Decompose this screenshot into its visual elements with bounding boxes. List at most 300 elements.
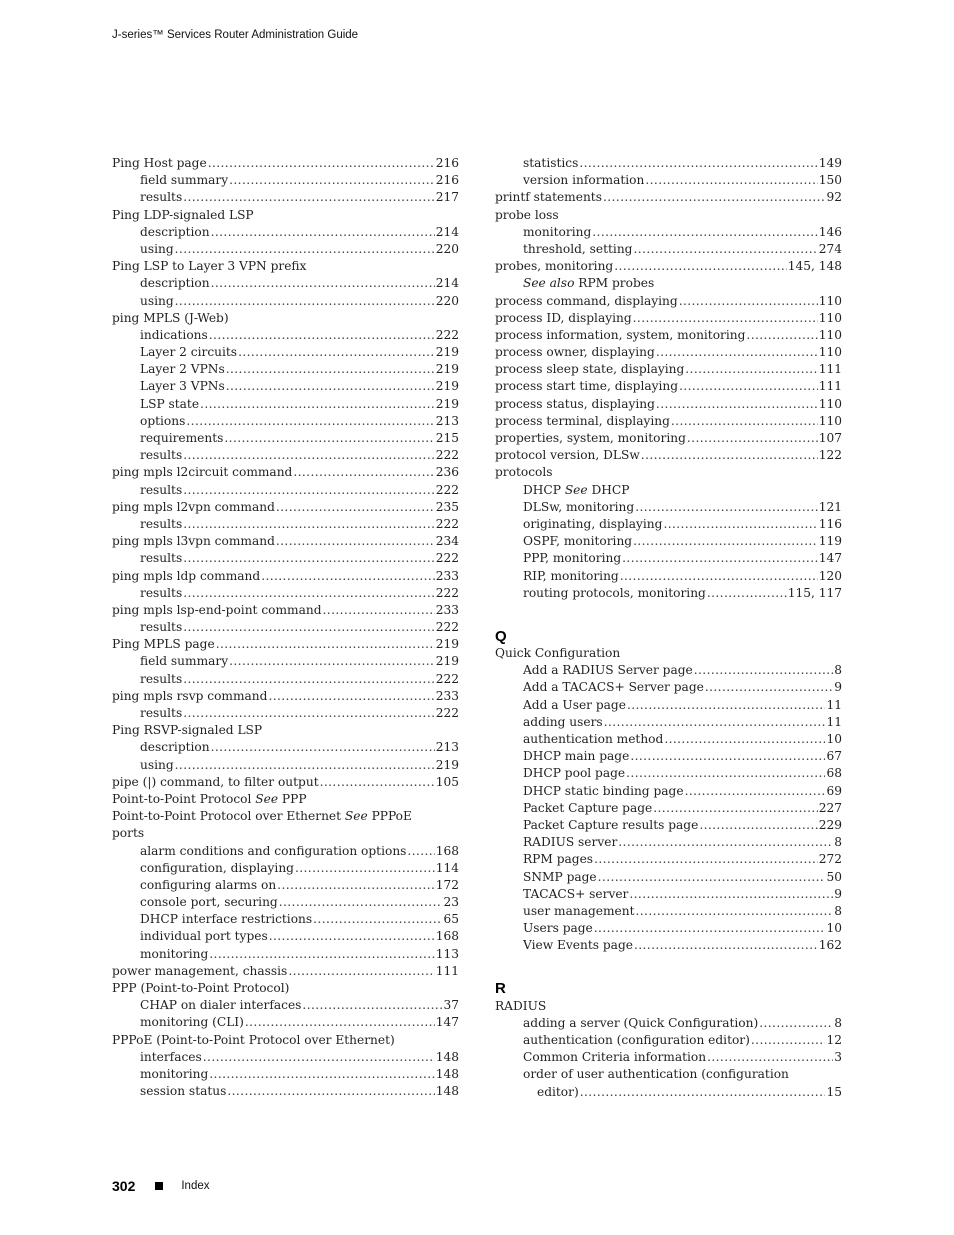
page-reference: 220 bbox=[435, 241, 459, 256]
index-entry bbox=[112, 688, 459, 705]
page-reference: 37 bbox=[443, 998, 459, 1013]
page-reference: 149 bbox=[818, 156, 842, 170]
page-reference: 113 bbox=[435, 946, 459, 961]
page-reference: 110 bbox=[818, 413, 842, 428]
entry-text: Ping LDP-signaled LSP bbox=[112, 207, 254, 222]
page-reference: 111 bbox=[818, 379, 842, 394]
page-reference: 219 bbox=[435, 379, 459, 394]
page-reference: 8 bbox=[834, 903, 842, 918]
dot-leader bbox=[211, 275, 435, 292]
entry-term bbox=[140, 671, 182, 688]
entry-text: DHCP main page bbox=[523, 749, 630, 764]
page-reference: 219 bbox=[435, 396, 459, 411]
dot-leader bbox=[594, 920, 826, 937]
index-entry bbox=[112, 911, 459, 928]
entry-text: monitoring bbox=[140, 1066, 209, 1081]
entry-text: results bbox=[140, 671, 183, 686]
entry-term bbox=[523, 903, 635, 920]
entry-text: Layer 3 VPNs bbox=[140, 379, 225, 394]
dot-leader bbox=[633, 533, 818, 550]
entry-text: Add a User page bbox=[523, 697, 626, 712]
entry-text: RIP, monitoring bbox=[523, 568, 619, 583]
entry-term bbox=[112, 774, 319, 791]
dot-leader bbox=[226, 361, 435, 378]
entry-term bbox=[140, 172, 228, 189]
dot-leader bbox=[211, 739, 435, 756]
index-entry bbox=[112, 499, 459, 516]
entry-term bbox=[140, 1083, 226, 1100]
entry-text: options bbox=[140, 413, 186, 428]
entry-term bbox=[523, 241, 633, 258]
index-entry bbox=[112, 774, 459, 791]
index-entry bbox=[112, 963, 459, 980]
index-entry bbox=[112, 1032, 459, 1049]
dot-leader bbox=[183, 705, 435, 722]
entry-text: process information, system, monitoring bbox=[495, 327, 746, 342]
entry-term bbox=[523, 937, 633, 954]
entry-text: RADIUS bbox=[495, 998, 547, 1013]
index-entry bbox=[495, 1066, 842, 1083]
index-entry bbox=[112, 946, 459, 963]
dot-leader bbox=[759, 1015, 833, 1032]
entry-text: DHCP static binding page bbox=[523, 783, 684, 798]
entry-text: ping mpls rsvp command bbox=[112, 688, 268, 703]
index-entry bbox=[495, 516, 842, 533]
page-reference: 220 bbox=[435, 293, 459, 308]
entry-text: adding users bbox=[523, 714, 603, 729]
page-reference: 105 bbox=[435, 774, 459, 789]
entry-term bbox=[523, 568, 619, 585]
entry-term bbox=[523, 748, 629, 765]
page-reference: 222 bbox=[435, 448, 459, 463]
page-reference: 10 bbox=[826, 732, 842, 746]
entry-text: field summary bbox=[140, 654, 229, 669]
index-entry bbox=[495, 344, 842, 361]
entry-text: using bbox=[140, 241, 174, 256]
entry-text: monitoring bbox=[523, 224, 592, 239]
dot-leader bbox=[594, 851, 818, 868]
dot-leader bbox=[707, 585, 787, 602]
dot-leader bbox=[603, 189, 826, 206]
entry-text: results bbox=[140, 706, 183, 720]
index-entry bbox=[112, 843, 459, 860]
index-entry bbox=[495, 499, 842, 516]
index-entry bbox=[112, 791, 459, 808]
index-entry bbox=[495, 258, 842, 275]
see-reference: See bbox=[344, 809, 368, 824]
index-entry bbox=[495, 645, 842, 662]
entry-text: session status bbox=[140, 1084, 227, 1099]
page-reference: 216 bbox=[435, 173, 459, 188]
index-entry bbox=[495, 447, 842, 464]
entry-term bbox=[140, 739, 210, 756]
entry-text: DLSw, monitoring bbox=[523, 499, 635, 514]
index-entry bbox=[495, 396, 842, 413]
dot-leader bbox=[238, 344, 435, 361]
entry-term bbox=[523, 172, 644, 189]
page-reference: 234 bbox=[435, 534, 459, 549]
entry-term bbox=[495, 189, 602, 206]
entry-text: DHCP interface restrictions bbox=[140, 912, 313, 927]
index-entry bbox=[112, 344, 459, 361]
page-reference: 110 bbox=[818, 345, 842, 360]
entry-text: Layer 2 VPNs bbox=[140, 362, 225, 377]
dot-leader bbox=[288, 963, 434, 980]
entry-term bbox=[140, 378, 225, 395]
entry-term bbox=[495, 207, 559, 224]
see-reference: See bbox=[255, 791, 279, 806]
index-entry bbox=[112, 894, 459, 911]
entry-text: field summary bbox=[140, 173, 229, 188]
running-header: J-series™ Services Router Administration Guide bbox=[112, 29, 359, 41]
index-entry bbox=[495, 207, 842, 224]
index-entry bbox=[495, 998, 842, 1015]
entry-term bbox=[140, 757, 174, 774]
entry-text: threshold, setting bbox=[523, 241, 633, 256]
entry-term bbox=[140, 946, 208, 963]
dot-leader bbox=[604, 714, 826, 731]
dot-leader bbox=[614, 258, 786, 275]
entry-term bbox=[495, 396, 655, 413]
entry-text: ports bbox=[112, 826, 145, 841]
page-reference: 219 bbox=[435, 654, 459, 669]
entry-text: requirements bbox=[140, 431, 224, 445]
page-reference: 236 bbox=[435, 465, 459, 480]
dot-leader bbox=[209, 946, 434, 963]
entry-term bbox=[112, 636, 215, 653]
page-reference: 3 bbox=[834, 1050, 842, 1065]
entry-text: adding a server (Quick Configuration) bbox=[523, 1015, 759, 1030]
page-reference: 222 bbox=[435, 706, 459, 720]
entry-text: process owner, displaying bbox=[495, 345, 655, 360]
entry-term bbox=[495, 361, 684, 378]
entry-term bbox=[140, 447, 182, 464]
entry-text: editor) bbox=[537, 1084, 579, 1099]
page-reference: 222 bbox=[435, 620, 459, 635]
entry-text: results bbox=[140, 551, 183, 566]
page-reference: 162 bbox=[818, 938, 842, 953]
entry-text: Point-to-Point Protocol bbox=[112, 791, 256, 806]
index-entry bbox=[112, 533, 459, 550]
index-entry bbox=[112, 396, 459, 413]
index-entry bbox=[495, 413, 842, 430]
entry-text: statistics bbox=[523, 156, 579, 170]
index-entry bbox=[112, 825, 459, 842]
entry-term bbox=[112, 722, 262, 739]
index-entry bbox=[495, 361, 842, 378]
entry-text: Quick Configuration bbox=[495, 646, 621, 661]
entry-text: monitoring bbox=[140, 946, 209, 961]
entry-term bbox=[112, 808, 412, 825]
page-reference: 12 bbox=[826, 1033, 842, 1047]
page-reference: 222 bbox=[435, 516, 459, 531]
index-entry bbox=[112, 980, 459, 997]
entry-term bbox=[523, 1032, 750, 1049]
entry-text: process start time, displaying bbox=[495, 379, 679, 394]
page-reference: 222 bbox=[435, 671, 459, 686]
index-entry bbox=[495, 550, 842, 567]
entry-term bbox=[140, 344, 237, 361]
entry-text: Common Criteria information bbox=[523, 1050, 707, 1065]
index-entry bbox=[112, 516, 459, 533]
dot-leader bbox=[634, 241, 818, 258]
dot-leader bbox=[229, 172, 435, 189]
square-bullet-icon bbox=[155, 1182, 163, 1190]
index-column-left bbox=[112, 155, 459, 1100]
index-entry bbox=[112, 757, 459, 774]
entry-term bbox=[140, 585, 182, 602]
entry-text: configuring alarms on bbox=[140, 877, 277, 892]
index-entry bbox=[112, 705, 459, 722]
page-reference: 219 bbox=[435, 345, 459, 360]
dot-leader bbox=[641, 447, 818, 464]
entry-term bbox=[140, 911, 312, 928]
dot-leader bbox=[580, 1084, 826, 1101]
entry-term bbox=[495, 344, 655, 361]
entry-term bbox=[523, 714, 603, 731]
index-entry bbox=[112, 430, 459, 447]
dot-leader bbox=[579, 155, 817, 172]
page-reference: 67 bbox=[826, 749, 842, 764]
page-reference: 147 bbox=[818, 551, 842, 566]
entry-term bbox=[495, 378, 678, 395]
entry-text: DHCP pool page bbox=[523, 766, 626, 781]
index-entry bbox=[112, 327, 459, 344]
see-target: DHCP bbox=[587, 482, 630, 497]
dot-leader bbox=[200, 396, 435, 413]
index-entry bbox=[112, 310, 459, 327]
page-reference: 168 bbox=[435, 929, 459, 944]
entry-text: PPP, monitoring bbox=[523, 551, 622, 566]
see-target: PPP bbox=[278, 791, 307, 806]
entry-text: Add a RADIUS Server page bbox=[523, 663, 693, 678]
entry-term bbox=[140, 293, 174, 310]
entry-term bbox=[523, 731, 663, 748]
entry-term bbox=[140, 430, 223, 447]
index-entry bbox=[495, 1049, 842, 1066]
page-reference: 11 bbox=[826, 697, 842, 712]
page-reference: 222 bbox=[435, 585, 459, 600]
entry-text: indications bbox=[140, 327, 208, 342]
dot-leader bbox=[592, 224, 817, 241]
index-entry bbox=[495, 800, 842, 817]
page-reference: 145, 148 bbox=[787, 259, 842, 274]
index-entry bbox=[495, 310, 842, 327]
index-entry bbox=[112, 275, 459, 292]
index-entry bbox=[495, 783, 842, 800]
entry-term bbox=[523, 1066, 789, 1083]
entry-text: order of user authentication (configuration bbox=[523, 1067, 789, 1082]
dot-leader bbox=[656, 344, 818, 361]
entry-text: probe loss bbox=[495, 207, 559, 222]
index-entry bbox=[112, 1049, 459, 1066]
dot-leader bbox=[226, 378, 435, 395]
entry-term bbox=[112, 825, 144, 842]
dot-leader bbox=[598, 869, 826, 886]
entry-text: interfaces bbox=[140, 1049, 202, 1064]
entry-term bbox=[523, 800, 652, 817]
page-reference: 15 bbox=[826, 1084, 842, 1099]
page-reference: 214 bbox=[435, 276, 459, 291]
entry-term bbox=[140, 396, 199, 413]
page-reference: 9 bbox=[834, 680, 842, 695]
page-reference: 147 bbox=[435, 1015, 459, 1030]
see-target: RPM probes bbox=[574, 276, 655, 291]
index-entry bbox=[112, 636, 459, 653]
entry-text: ping mpls lsp-end-point command bbox=[112, 602, 322, 617]
index-entry bbox=[112, 189, 459, 206]
entry-term bbox=[523, 516, 662, 533]
dot-leader bbox=[627, 697, 826, 714]
entry-text: description bbox=[140, 224, 210, 239]
entry-text: description bbox=[140, 276, 210, 291]
index-entry bbox=[112, 361, 459, 378]
entry-text: configuration, displaying bbox=[140, 860, 294, 875]
index-entry bbox=[495, 378, 842, 395]
dot-leader bbox=[183, 482, 435, 499]
entry-text: individual port types bbox=[140, 929, 268, 944]
page-reference: 111 bbox=[435, 963, 459, 978]
dot-leader bbox=[313, 911, 442, 928]
dot-leader bbox=[295, 860, 435, 877]
index-entry bbox=[495, 568, 842, 585]
dot-leader bbox=[671, 413, 818, 430]
entry-term bbox=[140, 482, 182, 499]
entry-term bbox=[140, 1014, 244, 1031]
entry-term bbox=[523, 869, 597, 886]
dot-leader bbox=[694, 662, 833, 679]
dot-leader bbox=[183, 447, 435, 464]
index-entry bbox=[112, 155, 459, 172]
dot-leader bbox=[645, 172, 817, 189]
dot-leader bbox=[175, 293, 435, 310]
page-reference: 8 bbox=[834, 663, 842, 678]
dot-leader bbox=[320, 774, 435, 791]
dot-leader bbox=[229, 653, 435, 670]
page-reference: 146 bbox=[818, 224, 842, 239]
entry-text: Ping MPLS page bbox=[112, 637, 215, 652]
dot-leader bbox=[685, 783, 826, 800]
entry-term bbox=[523, 765, 625, 782]
page-reference: 8 bbox=[834, 1015, 842, 1030]
index-entry bbox=[495, 714, 842, 731]
index-entry bbox=[495, 869, 842, 886]
page-reference: 272 bbox=[818, 852, 842, 867]
entry-term bbox=[140, 928, 268, 945]
index-entry bbox=[112, 258, 459, 275]
entry-term bbox=[523, 817, 698, 834]
dot-leader bbox=[656, 396, 818, 413]
entry-text: authentication method bbox=[523, 732, 664, 746]
page-footer bbox=[112, 1178, 210, 1194]
entry-term bbox=[523, 834, 617, 851]
index-entry bbox=[495, 1032, 842, 1049]
index-entry bbox=[495, 817, 842, 834]
entry-text: OSPF, monitoring bbox=[523, 534, 633, 549]
dot-leader bbox=[293, 464, 434, 481]
dot-leader bbox=[663, 516, 817, 533]
page-reference: 69 bbox=[826, 783, 842, 798]
entry-term bbox=[140, 516, 182, 533]
dot-leader bbox=[203, 1049, 435, 1066]
index-entry bbox=[495, 430, 842, 447]
dot-leader bbox=[746, 327, 817, 344]
entry-text: LSP state bbox=[140, 396, 200, 411]
index-entry bbox=[112, 585, 459, 602]
entry-term bbox=[523, 482, 629, 499]
dot-leader bbox=[276, 533, 435, 550]
entry-term bbox=[523, 550, 621, 567]
dot-leader bbox=[630, 748, 825, 765]
entry-text: using bbox=[140, 293, 174, 308]
dot-leader bbox=[622, 550, 818, 567]
dot-leader bbox=[699, 817, 817, 834]
index-entry bbox=[495, 189, 842, 206]
dot-leader bbox=[635, 499, 818, 516]
entry-text: routing protocols, monitoring bbox=[523, 585, 706, 600]
entry-text: PPP (Point-to-Point Protocol) bbox=[112, 981, 290, 995]
entry-term bbox=[140, 1066, 208, 1083]
entry-text: protocols bbox=[495, 465, 553, 480]
dot-leader bbox=[279, 894, 443, 911]
page-reference: 10 bbox=[826, 921, 842, 936]
page-reference: 11 bbox=[826, 714, 842, 729]
page-reference: 172 bbox=[435, 877, 459, 892]
dot-leader bbox=[186, 413, 434, 430]
entry-term bbox=[140, 224, 210, 241]
page-reference: 219 bbox=[435, 362, 459, 377]
dot-leader bbox=[224, 430, 434, 447]
entry-term bbox=[523, 886, 628, 903]
index-column-right bbox=[495, 155, 842, 1101]
dot-leader bbox=[634, 937, 818, 954]
index-entry bbox=[112, 1066, 459, 1083]
entry-text: Ping LSP to Layer 3 VPN prefix bbox=[112, 259, 307, 274]
entry-text: process status, displaying bbox=[495, 396, 655, 411]
entry-text: Layer 2 circuits bbox=[140, 345, 238, 360]
entry-term bbox=[495, 258, 613, 275]
entry-text: CHAP on dialer interfaces bbox=[140, 998, 302, 1013]
page-reference: 150 bbox=[818, 173, 842, 188]
entry-text: process terminal, displaying bbox=[495, 413, 670, 428]
page-reference: 110 bbox=[818, 327, 842, 342]
index-entry bbox=[495, 482, 842, 499]
index-entry bbox=[495, 937, 842, 954]
index-entry bbox=[495, 731, 842, 748]
entry-term bbox=[140, 894, 278, 911]
entry-term bbox=[140, 327, 208, 344]
entry-text: RPM pages bbox=[523, 852, 594, 867]
page-reference: 148 bbox=[435, 1066, 459, 1081]
entry-term bbox=[140, 997, 301, 1014]
page-reference: 148 bbox=[435, 1049, 459, 1064]
page-reference: 148 bbox=[435, 1084, 459, 1099]
page-reference: 274 bbox=[818, 241, 842, 256]
entry-term bbox=[140, 241, 174, 258]
entry-text: TACACS+ server bbox=[523, 886, 629, 901]
entry-text: process sleep state, displaying bbox=[495, 362, 685, 377]
page-reference: 233 bbox=[435, 688, 459, 703]
entry-term bbox=[112, 602, 322, 619]
dot-leader bbox=[175, 757, 435, 774]
entry-term bbox=[140, 860, 294, 877]
dot-leader bbox=[751, 1032, 826, 1049]
page-reference: 219 bbox=[435, 637, 459, 652]
index-entry bbox=[112, 739, 459, 756]
index-entry bbox=[495, 920, 842, 937]
entry-text: properties, system, monitoring bbox=[495, 431, 686, 445]
page-reference: 110 bbox=[818, 396, 842, 411]
